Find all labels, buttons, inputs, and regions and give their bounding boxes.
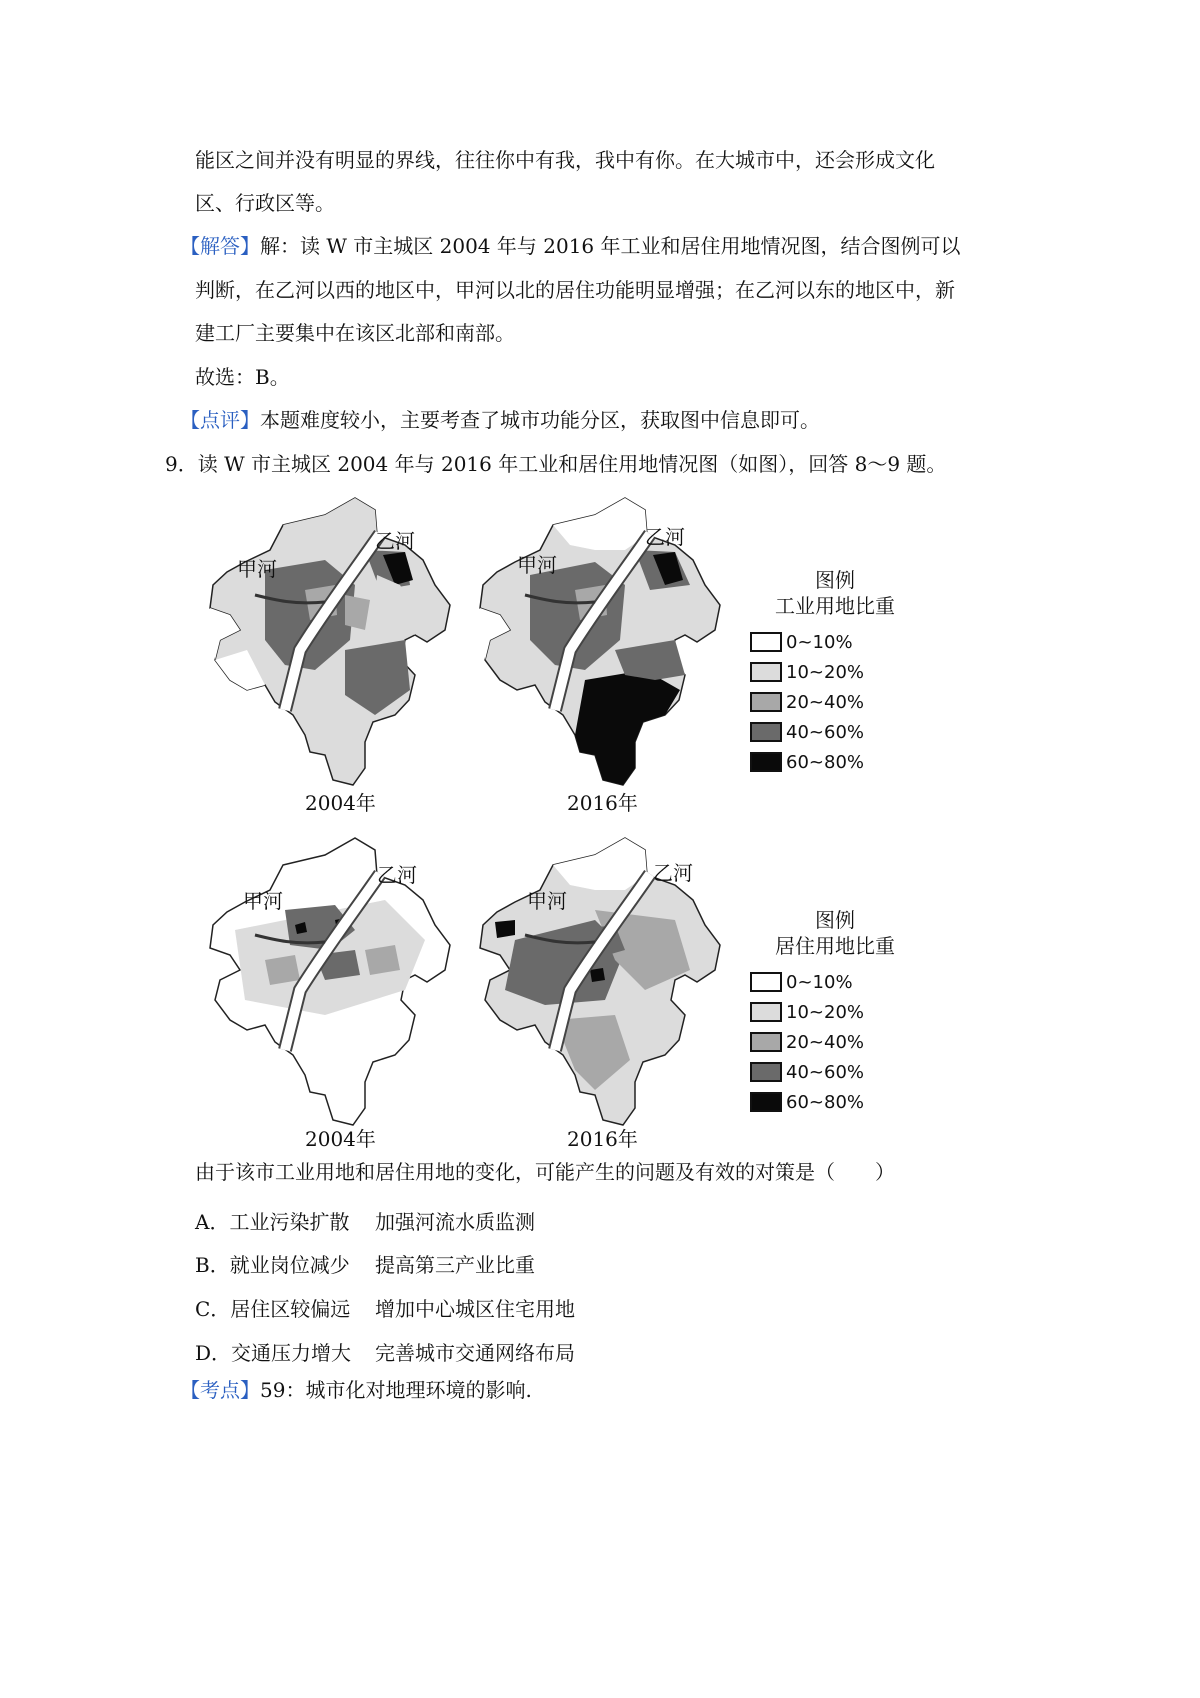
legend-item (750, 657, 920, 687)
river-b-label: 乙河 (375, 529, 415, 553)
river-b-label: 乙河 (645, 525, 685, 549)
legend-label: 20~40% (786, 1031, 864, 1053)
option-a-answer: 加强河流水质监测 (375, 1210, 535, 1234)
river-a-label: 甲河 (527, 889, 567, 913)
legend-swatch (750, 1062, 782, 1082)
legend-item (750, 627, 920, 657)
text-line-2: 区、行政区等。 (195, 191, 335, 215)
legend-item (750, 997, 920, 1027)
answer-text: 解：读 W 市主城区 2004 年与 2016 年工业和居住用地情况图，结合图例可以 (260, 234, 961, 258)
legend-swatch (750, 662, 782, 682)
legend-subtitle: 居住用地比重 (775, 934, 895, 958)
year-caption: 2016年 (567, 791, 638, 815)
legend-subtitle: 工业用地比重 (775, 594, 895, 618)
question-number: 9． (165, 452, 198, 476)
answer-paragraph (180, 236, 961, 256)
legend-item (750, 717, 920, 747)
option-c-answer: 增加中心城区住宅用地 (375, 1297, 575, 1321)
year-caption: 2016年 (567, 1127, 638, 1151)
river-b-label: 乙河 (653, 861, 693, 885)
knowledge-point (180, 1380, 532, 1400)
question-title (165, 454, 946, 474)
option-c[interactable] (195, 1293, 575, 1322)
land-use-figure (195, 485, 955, 1175)
legend-swatch (750, 1002, 782, 1022)
option-a-label: A．工业污染扩散 (195, 1210, 350, 1234)
legend-item (750, 1087, 920, 1117)
option-b[interactable] (195, 1249, 535, 1278)
river-a-label: 甲河 (243, 889, 283, 913)
river-a-label: 甲河 (237, 557, 277, 581)
legend-swatch (750, 752, 782, 772)
legend-item (750, 1027, 920, 1057)
legend-label: 40~60% (786, 721, 864, 743)
option-a[interactable] (195, 1206, 535, 1235)
legend-label: 40~60% (786, 1061, 864, 1083)
legend-swatch (750, 1032, 782, 1052)
comment-tag: 【点评】 (180, 408, 260, 432)
legend-label: 0~10% (786, 631, 853, 653)
year-caption: 2004年 (305, 1127, 376, 1151)
option-b-label: B．就业岗位减少 (195, 1253, 350, 1277)
river-b-label: 乙河 (377, 863, 417, 887)
point-text: 59：城市化对地理环境的影响. (260, 1378, 532, 1402)
option-d[interactable] (195, 1337, 575, 1366)
legend-industrial (750, 567, 920, 777)
legend-item (750, 747, 920, 777)
option-d-answer: 完善城市交通网络布局 (375, 1341, 575, 1365)
answer-tag: 【解答】 (180, 234, 260, 258)
option-b-answer: 提高第三产业比重 (375, 1253, 535, 1277)
text-line-1: 能区之间并没有明显的界线，往往你中有我，我中有你。在大城市中，还会形成文化 (195, 148, 935, 172)
legend-label: 0~10% (786, 971, 853, 993)
legend-swatch (750, 722, 782, 742)
legend-swatch (750, 972, 782, 992)
legend-swatch (750, 632, 782, 652)
text-line-4: 判断，在乙河以西的地区中，甲河以北的居住功能明显增强；在乙河以东的地区中，新 (195, 278, 955, 302)
option-c-label: C．居住区较偏远 (195, 1297, 351, 1321)
year-caption: 2004年 (305, 791, 376, 815)
question-stem: 由于该市工业用地和居住用地的变化，可能产生的问题及有效的对策是（ ） (195, 1160, 895, 1184)
legend-label: 60~80% (786, 751, 864, 773)
text-line-5: 建工厂主要集中在该区北部和南部。 (195, 321, 515, 345)
option-d-label: D．交通压力增大 (195, 1341, 352, 1365)
legend-label: 20~40% (786, 691, 864, 713)
legend-item (750, 687, 920, 717)
choice-line: 故选：B。 (195, 365, 290, 389)
legend-label: 10~20% (786, 661, 864, 683)
comment-text: 本题难度较小，主要考查了城市功能分区，获取图中信息即可。 (260, 408, 820, 432)
question-text: 读 W 市主城区 2004 年与 2016 年工业和居住用地情况图（如图），回答 8～9 题。 (197, 452, 947, 476)
legend-title: 图例 (815, 908, 855, 932)
legend-swatch (750, 1092, 782, 1112)
point-tag: 【考点】 (180, 1378, 260, 1402)
legend-swatch (750, 692, 782, 712)
legend-item (750, 1057, 920, 1087)
legend-item (750, 967, 920, 997)
legend-title: 图例 (815, 568, 855, 592)
legend-label: 60~80% (786, 1091, 864, 1113)
legend-residential (750, 907, 920, 1117)
comment-paragraph (180, 410, 820, 430)
legend-label: 10~20% (786, 1001, 864, 1023)
river-a-label: 甲河 (517, 553, 557, 577)
